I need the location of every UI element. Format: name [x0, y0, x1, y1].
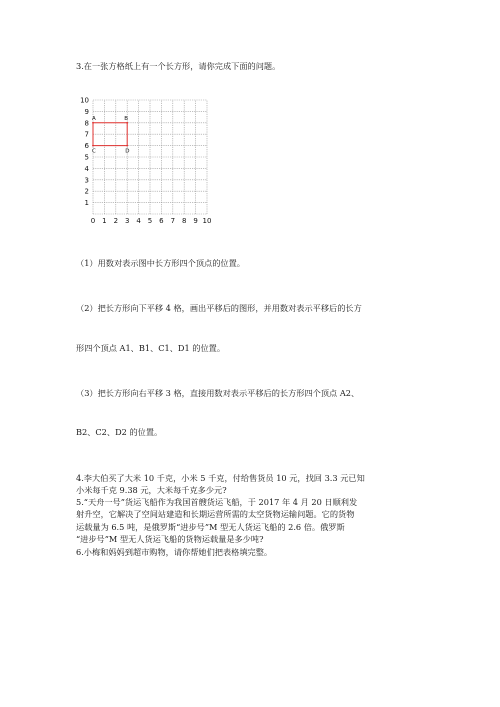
- question-3-part-2-line-2: 形四个顶点 A1、B1、C1、D1 的位置。: [76, 343, 226, 353]
- x-tick-label: 10: [202, 217, 212, 225]
- x-tick-label: 5: [147, 217, 153, 225]
- question-4-line-1: 4.李大伯买了大米 10 千克，小米 5 千克，付给售货员 10 元，找回 3.3 元已知: [76, 473, 365, 483]
- coordinate-grid: [76, 93, 246, 233]
- vertex-label-a: A: [92, 115, 96, 122]
- x-tick-label: 1: [102, 217, 107, 225]
- y-tick-label: 9: [84, 107, 89, 116]
- question-5-line-1: 5.“天舟一号”货运飞船作为我国首艘货运飞船，于 2017 年 4 月 20 日顺利发: [76, 497, 358, 507]
- vertex-label-c: C: [92, 148, 96, 155]
- question-4-line-2: 小米每千克 9.38 元，大米每千克多少元?: [76, 485, 227, 496]
- question-5-line-2: 射升空，它解决了空间站建造和长期运营所需的太空货物运输问题。它的货物: [76, 509, 355, 520]
- question-3-title: 3.在一张方格纸上有一个长方形，请你完成下面的问题。: [76, 61, 281, 71]
- grid-lines: [93, 100, 207, 214]
- vertex-point-a: [92, 122, 94, 124]
- x-tick-label: 6: [159, 217, 164, 225]
- question-6-line-1: 6.小梅和妈妈到超市购物，请你帮她们把表格填完整。: [76, 547, 273, 557]
- y-tick-label: 10: [80, 96, 89, 105]
- x-tick-label: 2: [113, 217, 119, 225]
- x-tick-label: 3: [124, 217, 130, 225]
- y-tick-label: 1: [84, 199, 89, 208]
- vertex-point-d: [126, 145, 128, 147]
- question-5-line-4: “进步号”M 型无人货运飞船的货物运载量是多少吨?: [76, 534, 264, 545]
- y-tick-label: 6: [84, 142, 89, 151]
- question-3-part-3-line-2: B2、C2、D2 的位置。: [76, 427, 163, 437]
- y-tick-label: 8: [84, 119, 89, 128]
- x-tick-label: 9: [193, 217, 198, 225]
- y-tick-label: 5: [84, 153, 89, 162]
- rectangle-abcd: [92, 116, 129, 155]
- vertex-point-b: [126, 122, 128, 124]
- vertex-point-c: [92, 145, 94, 147]
- y-tick-label: 7: [84, 130, 89, 139]
- question-3-part-2-line-1: （2）把长方形向下平移 4 格，画出平移后的图形，并用数对表示平移后的长方: [76, 303, 362, 313]
- y-tick-label: 3: [84, 176, 89, 185]
- question-5: [76, 496, 424, 546]
- x-tick-label: 0: [90, 217, 96, 225]
- question-4: [76, 472, 424, 497]
- x-tick-label: 7: [170, 217, 176, 225]
- question-3-part-3-line-1: （3）把长方形向右平移 3 格，直接用数对表示平移后的长方形四个顶点 A2、: [76, 388, 360, 398]
- y-tick-label: 4: [84, 164, 89, 173]
- question-5-line-3: 运载量为 6.5 吨，是俄罗斯“进步号”M 型无人货运飞船的 2.6 倍。俄罗斯: [76, 521, 345, 532]
- vertex-label-d: D: [125, 148, 130, 155]
- x-tick-label: 4: [136, 217, 141, 225]
- vertex-label-b: B: [124, 115, 128, 122]
- y-axis-tick-labels: [80, 97, 89, 208]
- question-6: [76, 546, 424, 558]
- x-axis-tick-labels: [91, 217, 212, 225]
- x-tick-label: 8: [181, 217, 187, 225]
- y-tick-label: 2: [84, 187, 89, 196]
- question-3-part-1: （1）用数对表示图中长方形四个顶点的位置。: [76, 258, 245, 268]
